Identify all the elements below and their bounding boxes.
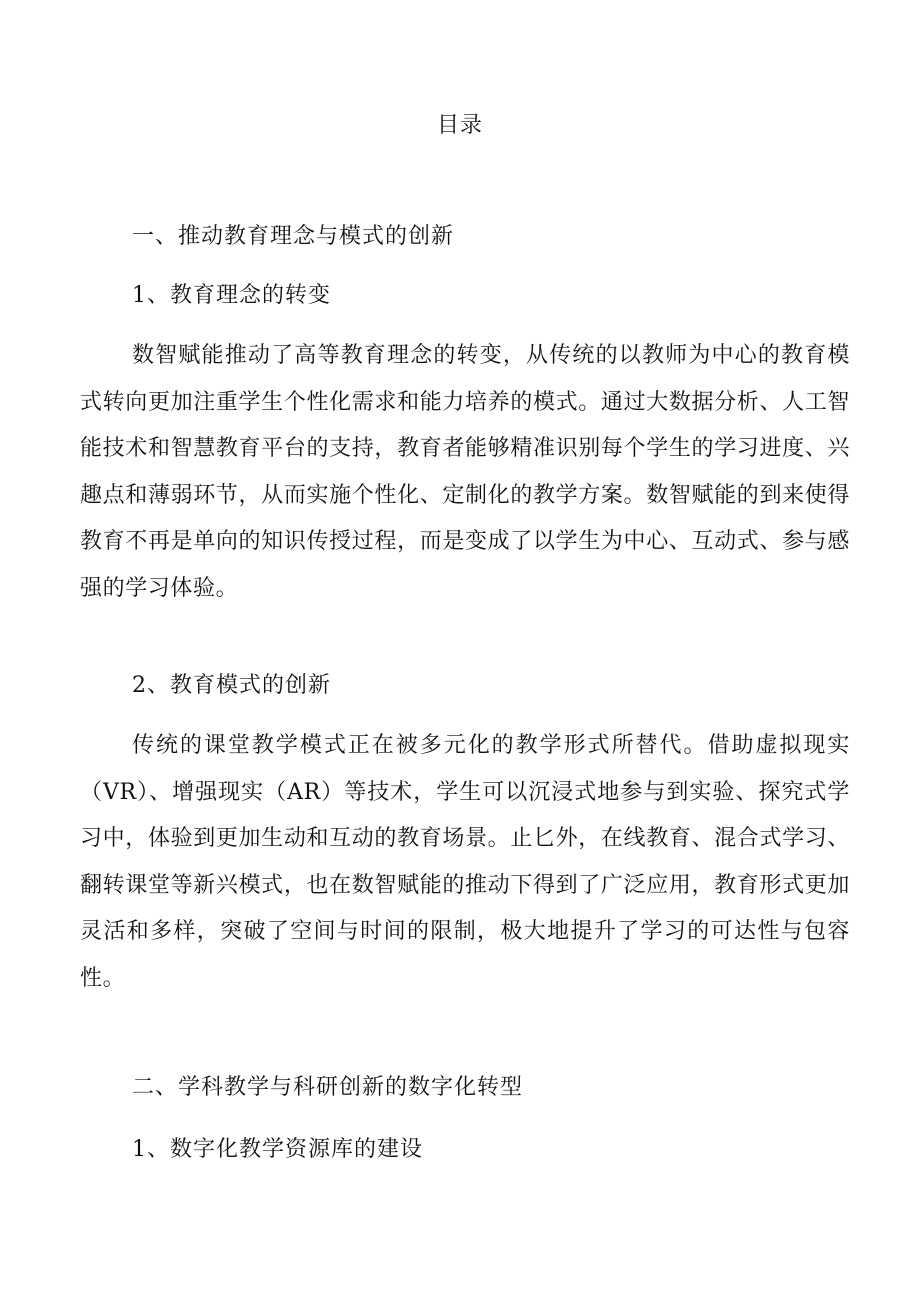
section-2-heading: 二、学科教学与科研创新的数字化转型 <box>132 1075 524 1100</box>
section-2-1-heading: 1、数字化教学资源库的建设 <box>132 1137 423 1162</box>
section-1-2-heading: 2、教育模式的创新 <box>132 673 331 698</box>
section-1-1-heading: 1、教育理念的转变 <box>132 283 331 308</box>
section-1-1-body: 数智赋能推动了高等教育理念的转变，从传统的以教师为中心的教育模式转向更加注重学生个性化需求和能力培养的模式。通过大数据分析、人工智能技术和智慧教育平台的支持，教育者能够精准识别每个学生的学习进度、兴趣点和薄弱环节，从而实施个性化、定制化的教学方案。数智赋能的到来使得教育不再是单向的知识传授过程，而是变成了以学生为中心、互动式、参与感强的学习体验。 <box>80 343 850 601</box>
document-title: 目录 <box>436 113 483 138</box>
section-1-2-body: 传统的课堂教学模式正在被多元化的教学形式所替代。借助虚拟现实（VR）、增强现实（AR）等技术，学生可以沉浸式地参与到实验、探究式学习中，体验到更加生动和互动的教育场景。止匕外，在线教育、混合式学习、翻转课堂等新兴模式，也在数智赋能的推动下得到了广泛应用，教育形式更加灵活和多样，突破了空间与时间的限制，极大地提升了学习的可达性与包容性。 <box>80 733 850 991</box>
section-1-heading: 一、推动教育理念与模式的创新 <box>132 224 455 249</box>
